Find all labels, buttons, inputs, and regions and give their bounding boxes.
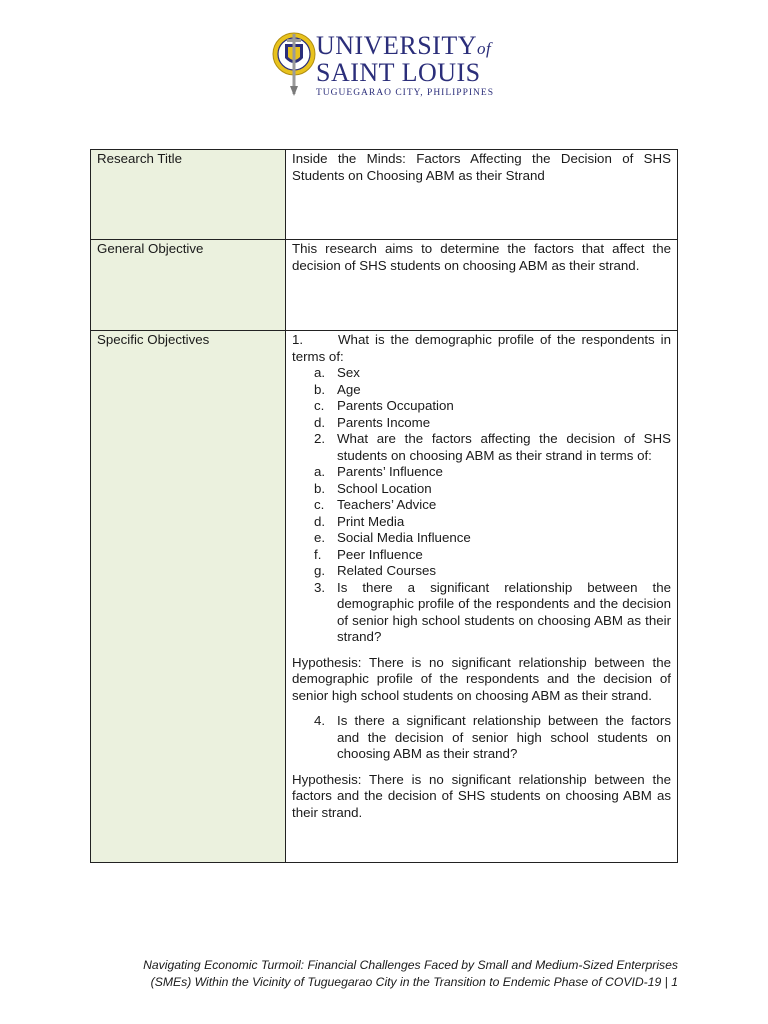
question-number: 4.	[314, 713, 326, 728]
list-marker: b.	[314, 381, 326, 397]
list-marker: a.	[314, 365, 326, 380]
list-item-text: Parents Income	[337, 414, 431, 430]
list-item-text: Parents’ Influence	[337, 464, 443, 479]
question-number: 3.	[314, 579, 326, 595]
list-item	[292, 530, 671, 547]
question-text: Is there a significant relationship between the demographic profile of the respondents and the decision of senior high school students on choosing ABM as their strand?	[337, 579, 671, 644]
list-item-text: Sex	[337, 365, 360, 380]
question-3	[292, 580, 671, 646]
list-marker: e.	[314, 530, 326, 545]
list-item	[292, 547, 671, 564]
question-1-options	[292, 365, 671, 431]
research-title-value: Inside the Minds: Factors Affecting the Decision of SHS Students on Choosing ABM as their Strand	[286, 150, 678, 240]
list-marker: c.	[314, 497, 325, 512]
general-objective-value: This research aims to determine the factors that affect the decision of SHS students on choosing ABM as their strand.	[286, 240, 678, 331]
list-marker: f.	[314, 546, 322, 562]
list-item	[292, 514, 671, 531]
question-2	[292, 431, 671, 464]
hypothesis-2: Hypothesis: There is no significant relationship between the factors and the decision of SHS students on choosing ABM as their strand.	[292, 771, 671, 820]
question-number: 1.	[292, 332, 304, 347]
question-2-options	[292, 464, 671, 580]
list-item	[292, 563, 671, 580]
list-marker: g.	[314, 563, 326, 578]
university-name-of: of	[477, 39, 492, 58]
question-text: Is there a significant relationship between the factors and the decision of senior high school students on choosing ABM as their strand?	[337, 713, 671, 761]
table-row	[91, 150, 678, 240]
list-marker: a.	[314, 464, 326, 479]
list-marker: b.	[314, 480, 326, 496]
list-item-text: Peer Influence	[337, 546, 423, 562]
specific-objectives-value	[286, 331, 678, 863]
footer-line-1: Navigating Economic Turmoil: Financial Challenges Faced by Small and Medium-Sized Enterprises	[143, 958, 678, 972]
university-header	[0, 28, 768, 100]
row-label-general-objective: General Objective	[91, 240, 286, 331]
question-text: What is the demographic profile of the respondents in terms of:	[292, 332, 671, 364]
list-item	[292, 365, 671, 382]
list-item-text: Related Courses	[337, 563, 437, 578]
row-label-research-title: Research Title	[91, 150, 286, 240]
hypothesis-1: Hypothesis: There is no significant relationship between the demographic profile of the respondents and the decision of senior high school students on choosing ABM as their strand.	[292, 654, 671, 703]
university-location: TUGUEGARAO CITY, PHILIPPINES	[316, 88, 494, 98]
footer-line-2: (SMEs) Within the Vicinity of Tuguegarao City in the Transition to Endemic Phase of COVID-19 | 1	[150, 974, 678, 989]
row-label-specific-objectives: Specific Objectives	[91, 331, 286, 863]
list-item-text: Age	[337, 381, 361, 397]
list-item	[292, 382, 671, 399]
university-name-line1: UNIVERSITY	[316, 31, 477, 60]
university-seal-logo	[271, 30, 317, 98]
question-1	[292, 332, 671, 365]
list-item	[292, 481, 671, 498]
table-row	[91, 331, 678, 863]
university-wordmark	[316, 31, 494, 98]
list-marker: d.	[314, 513, 326, 529]
list-item	[292, 497, 671, 514]
question-4	[292, 713, 671, 763]
list-item-text: Social Media Influence	[337, 530, 471, 545]
question-number: 2.	[314, 431, 326, 446]
page-footer	[60, 957, 678, 990]
list-item	[292, 398, 671, 415]
list-item-text: Print Media	[337, 513, 405, 529]
list-marker: c.	[314, 398, 325, 413]
list-item	[292, 464, 671, 481]
university-name-line2: SAINT LOUIS	[316, 58, 481, 87]
table-row	[91, 240, 678, 331]
list-item-text: Parents Occupation	[337, 398, 454, 413]
research-summary-table	[90, 149, 678, 863]
list-marker: d.	[314, 414, 326, 430]
list-item	[292, 415, 671, 432]
question-text: What are the factors affecting the decision of SHS students on choosing ABM as their strand in terms of:	[337, 431, 671, 463]
list-item-text: School Location	[337, 480, 432, 496]
list-item-text: Teachers’ Advice	[337, 497, 437, 512]
